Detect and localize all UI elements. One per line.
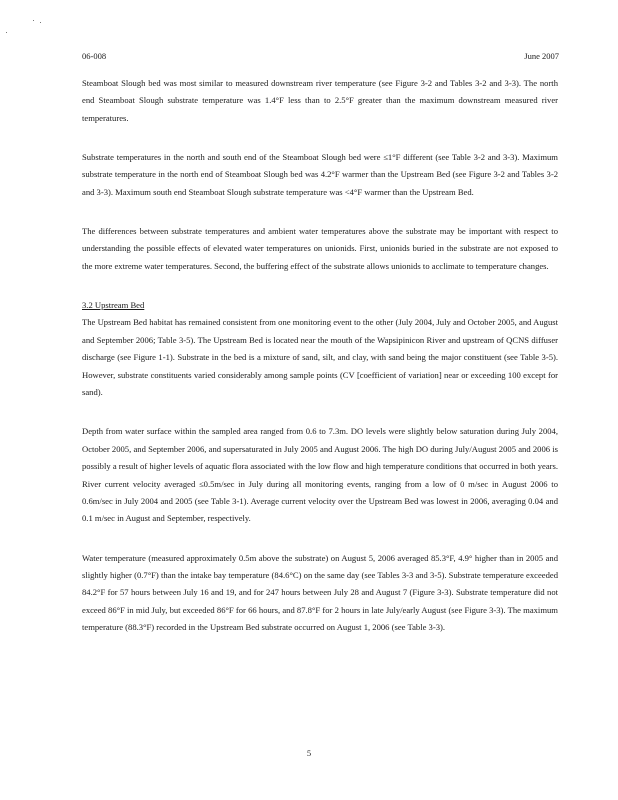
body-paragraph: Water temperature (measured approximately 0.5m above the substrate) on August 5, 2006 averaged 85.3°F, 4.9° higher than in 2005 and slightly higher (0.7°F) than the intake bay temperature (84.6°C) on the same day (see Tables 3-3 and 3-5). Substrate temperature exceeded 84.2°F for 57 hours between July 16 and 19, and for 247 hours between July 28 and August 7 (Figure 3-3). Substrate temperature did not exceed 86°F in mid July, but exceeded 86°F for 66 hours, and 87.8°F for 2 hours in late July/early August (see Figure 3-3). The maximum temperature (88.3°F) recorded in the Upstream Bed substrate occurred on August 1, 2006 (see Table 3-3). [82,552,558,633]
page-number: 5 [306,748,312,758]
body-paragraph: Depth from water surface within the sampled area ranged from 0.6 to 7.3m. DO levels were slightly below saturation during July 2004, October 2005, and September 2006, and supersaturated in July 2005 and August 2006. The high DO during July/August 2005 and 2006 is possibly a result of higher levels of aquatic flora associated with the low flow and high temperature conditions that occurred in both years. River current velocity averaged ≤0.5m/sec in July during all monitoring events, ranging from a low of 0 m/sec in August 2006 to 0.6m/sec in July 2004 and 2005 (see Table 3-1). Average current velocity over the Upstream Bed was lowest in 2006, averaging 0.04 and 0.1 m/sec in August and September, respectively. [82,426,558,524]
body-paragraph: The Upstream Bed habitat has remained consistent from one monitoring event to the other (July 2004, July and October 2005, and August and September 2006; Table 3-5). The Upstream Bed is located near the mouth of the Wapsipinicon River and upstream of QCNS diffuser discharge (see Figure 1-1). Substrate in the bed is a mixture of sand, silt, and clay, with sand being the major constituent (see Table 3-5). However, substrate constituents varied considerably among sample points (CV [coefficient of variation] near or exceeding 100 except for sand). [82,317,558,398]
section-heading: 3.2 Upstream Bed [82,300,145,311]
scan-speck [6,32,7,33]
scan-speck [33,20,34,21]
report-date: June 2007 [524,51,559,61]
section-upstream-bed [82,297,558,637]
report-number: 06-008 [82,51,107,61]
body-paragraph: Steamboat Slough bed was most similar to measured downstream river temperature (see Figure 3-2 and Tables 3-2 and 3-3). The north end Steamboat Slough substrate temperature was 1.4°F less than to 2.5°F greater than the maximum downstream measured river temperatures. [82,78,558,123]
body-paragraph: Substrate temperatures in the north and south end of the Steamboat Slough bed were ≤1°F different (see Table 3-2 and 3-3). Maximum substrate temperature in the north end of Steamboat Slough bed was 4.2°F warmer than the Upstream Bed (see Figure 3-2 and Tables 3-2 and 3-3). Maximum south end Steamboat Slough substrate temperature was <4°F warmer than the Upstream Bed. [82,152,558,197]
scan-speck [40,22,41,23]
document-body [82,75,558,658]
body-paragraph: The differences between substrate temperatures and ambient water temperatures above the substrate may be important with respect to understanding the possible effects of elevated water temperatures on unionids. First, unionids buried in the substrate are not exposed to the more extreme water temperatures. Second, the buffering effect of the substrate allows unionids to acclimate to temperature changes. [82,226,558,271]
